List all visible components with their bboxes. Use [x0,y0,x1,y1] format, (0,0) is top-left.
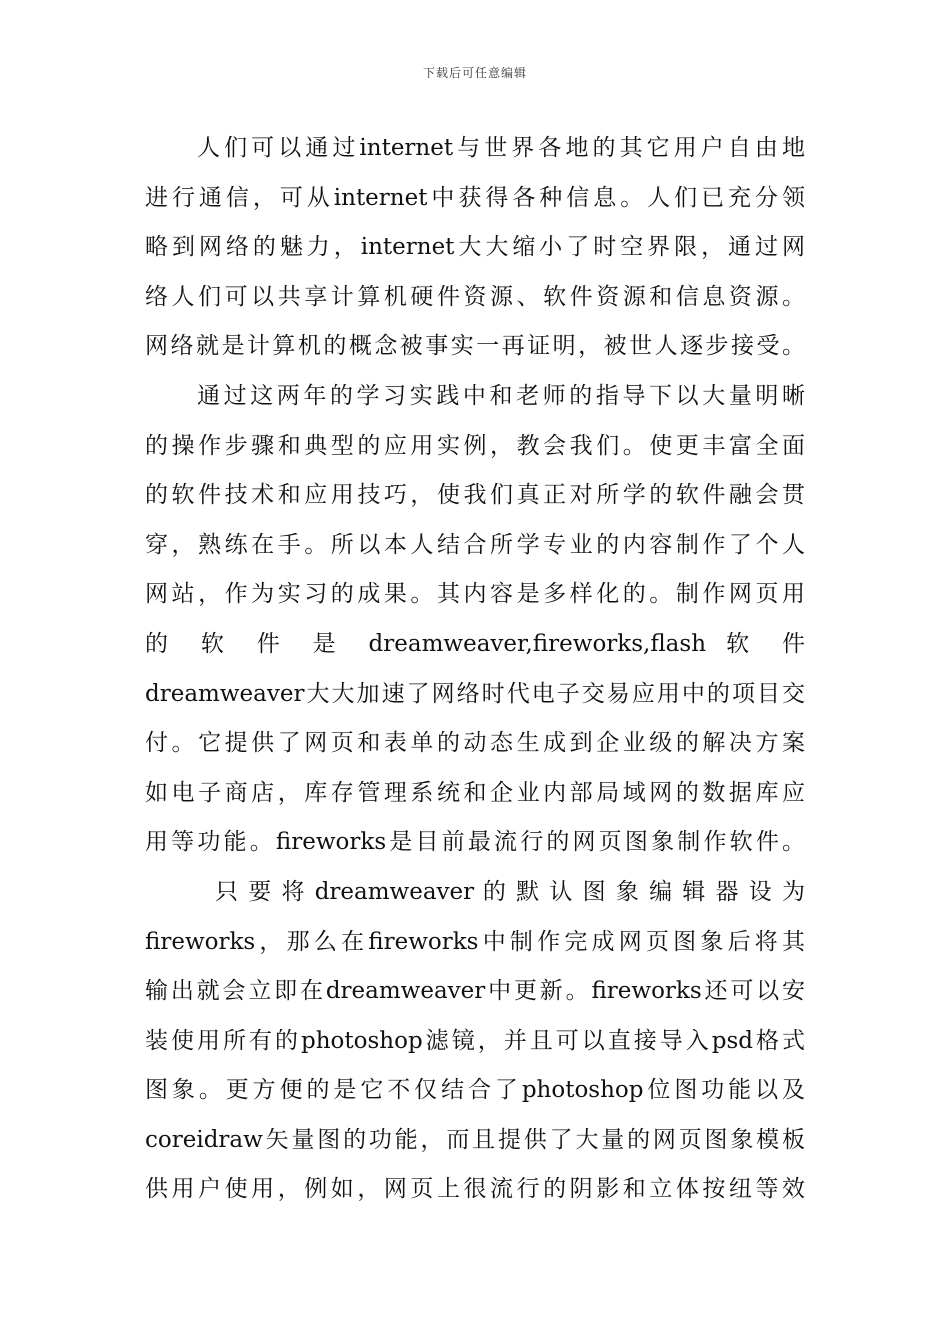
text-line: fireworks，那么在fireworks中制作完成网页图象后将其 [145,928,805,955]
text-line: 进行通信，可从internet中获得各种信息。人们已充分领 [145,184,805,211]
page-header-note: 下载后可任意编辑 [422,66,527,80]
text-line: dreamweaver大大加速了网络时代电子交易应用中的项目交 [145,680,805,707]
text-line: 网站，作为实习的成果。其内容是多样化的。制作网页用 [145,581,805,608]
text-line: 络人们可以共享计算机硬件资源、软件资源和信息资源。 [145,283,805,310]
text-line: 装使用所有的photoshop滤镜，并且可以直接导入psd格式 [145,1027,805,1054]
text-line: 穿，熟练在手。所以本人结合所学专业的内容制作了个人 [145,531,805,558]
text-line: 用等功能。fireworks是目前最流行的网页图象制作软件。 [145,829,805,856]
text-line: 如电子商店，库存管理系统和企业内部局域网的数据库应 [145,779,805,806]
text-line: 略到网络的魅力，internet大大缩小了时空界限，通过网 [145,234,805,261]
text-line: 图象。更方便的是它不仅结合了photoshop位图功能以及 [145,1077,805,1104]
text-line: 的软件技术和应用技巧，使我们真正对所学的软件融会贯 [145,482,805,509]
text-line: 供用户使用，例如，网页上很流行的阴影和立体按纽等效 [145,1176,805,1203]
text-line: 的操作步骤和典型的应用实例，教会我们。使更丰富全面 [145,432,805,459]
text-line: coreidraw矢量图的功能，而且提供了大量的网页图象模板 [145,1126,805,1153]
text-line: 通过这两年的学习实践中和老师的指导下以大量明晰 [197,382,805,409]
text-line: 付。它提供了网页和表单的动态生成到企业级的解决方案 [145,730,805,757]
text-line: 的 软 件 是 dreamweaver,fireworks,flash 软 件 [145,630,805,657]
text-line: 网络就是计算机的概念被事实一再证明，被世人逐步接受。 [145,333,805,360]
text-line: 输出就会立即在dreamweaver中更新。fireworks还可以安 [145,978,805,1005]
text-line: 只 要 将 dreamweaver 的 默 认 图 象 编 辑 器 设 为 [215,878,805,905]
text-line: 人们可以通过internet与世界各地的其它用户自由地 [197,135,805,161]
document-body [145,124,805,1215]
